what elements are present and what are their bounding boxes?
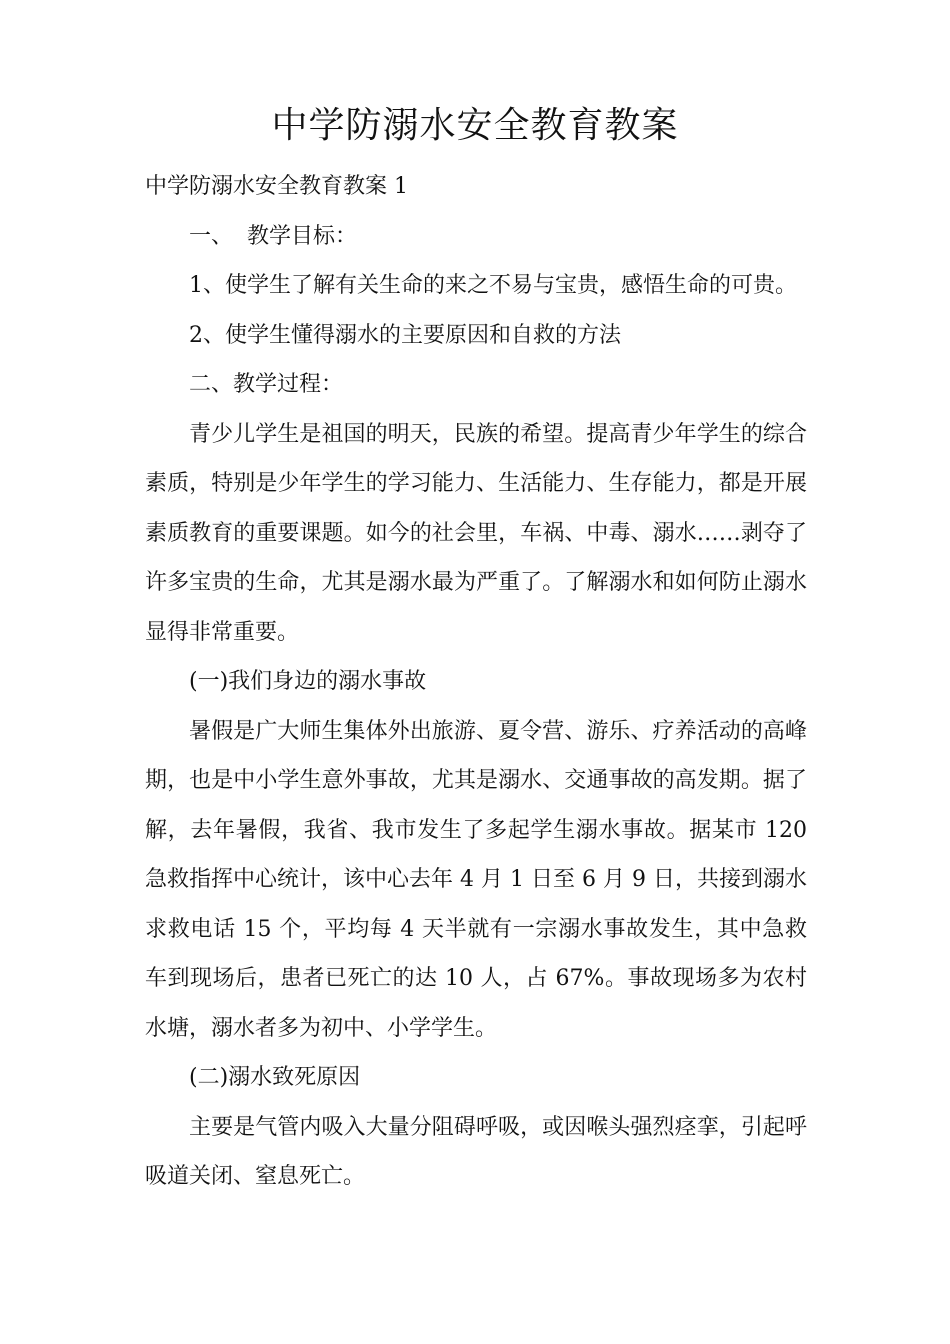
document-body: [145, 162, 807, 1202]
objective-item-2: 2、使学生懂得溺水的主要原因和自救的方法: [189, 322, 621, 348]
body-paragraph-accidents: 暑假是广大师生集体外出旅游、夏令营、游乐、疗养活动的高峰期，也是中小学生意外事故，尤其是溺水、交通事故的高发期。据了解，去年暑假，我省、我市发生了多起学生溺水事故。据某市 120 急救指挥中心统计，该中心去年 4 月 1 日至 6 月 9 日，共接到溺水求救电话 15 个，平均每 4 天半就有一宗溺水事故发生，其中急救车到现场后，患者已死亡的达 10 人，占 67%。事故现场多为农村水塘，溺水者多为初中、小学学生。: [145, 718, 807, 1041]
subsection-heading-accidents: (一)我们身边的溺水事故: [189, 669, 427, 694]
section-heading-objectives: 一、 教学目标：: [189, 223, 357, 249]
document-title: 中学防溺水安全教育教案: [271, 105, 679, 146]
document-subtitle: 中学防溺水安全教育教案 1: [145, 174, 408, 199]
objective-item-1: 1、使学生了解有关生命的来之不易与宝贵，感悟生命的可贵。: [189, 273, 797, 298]
subsection-heading-causes: (二)溺水致死原因: [189, 1065, 361, 1090]
body-paragraph-intro: 青少儿学生是祖国的明天，民族的希望。提高青少年学生的综合素质，特别是少年学生的学习能力、生活能力、生存能力，都是开展素质教育的重要课题。如今的社会里，车祸、中毒、溺水……剥夺了许多宝贵的生命，尤其是溺水最为严重了。了解溺水和如何防止溺水显得非常重要。: [145, 421, 807, 645]
section-heading-process: 二、教学过程：: [189, 372, 344, 397]
body-paragraph-causes: 主要是气管内吸入大量分阻碍呼吸，或因喉头强烈痉挛，引起呼吸道关闭、窒息死亡。: [145, 1114, 807, 1189]
